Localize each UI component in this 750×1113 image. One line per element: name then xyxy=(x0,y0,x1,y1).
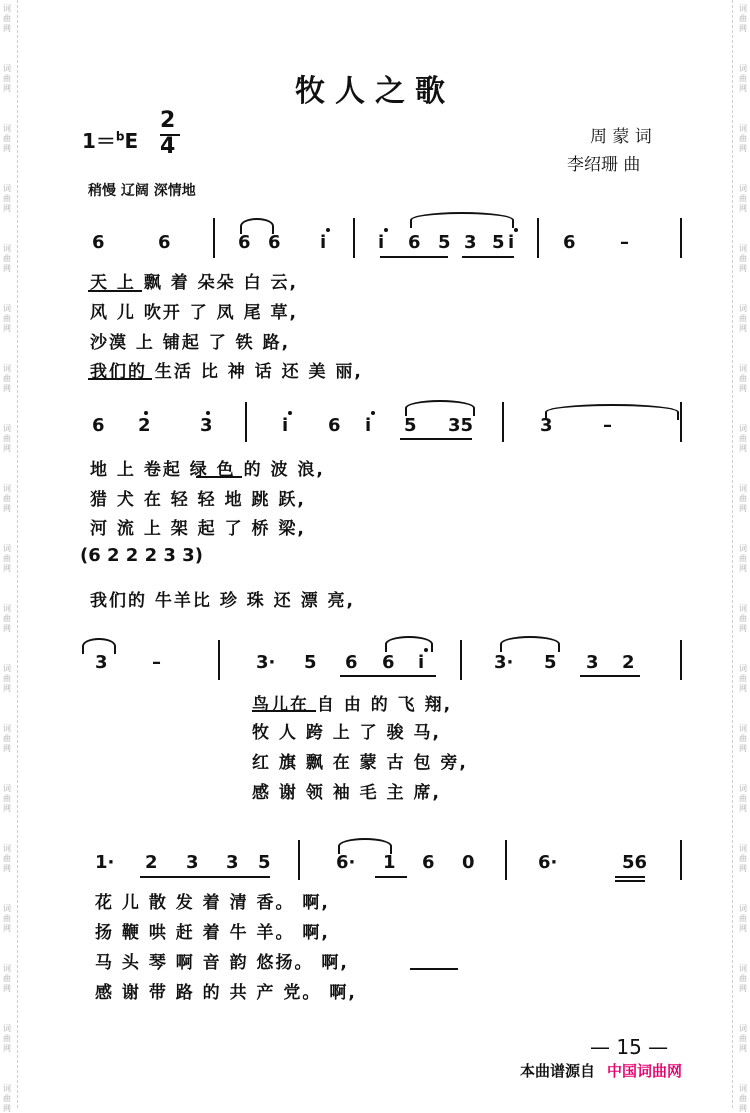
watermark-char: 曲 xyxy=(3,914,11,923)
note: 5 xyxy=(304,652,317,673)
watermark-char: 词 xyxy=(3,124,11,133)
watermark-char: 词 xyxy=(739,604,747,613)
watermark-char: 词 xyxy=(739,964,747,973)
watermark-char: 曲 xyxy=(3,194,11,203)
note: 6 xyxy=(422,852,435,873)
source-site: 中国词曲网 xyxy=(607,1062,683,1080)
watermark-char: 网 xyxy=(3,384,11,393)
watermark-char: 曲 xyxy=(739,1034,747,1043)
watermark-char: 曲 xyxy=(739,434,747,443)
watermark-char: 词 xyxy=(739,1024,747,1033)
watermark-char: 曲 xyxy=(3,434,11,443)
watermark-char: 曲 xyxy=(3,674,11,683)
watermark-char: 曲 xyxy=(739,854,747,863)
watermark-char: 网 xyxy=(739,1044,747,1053)
note: 5 xyxy=(404,415,417,436)
note: 56 xyxy=(622,852,648,873)
note: 5 xyxy=(258,852,271,873)
note: 6 xyxy=(92,415,105,436)
barline xyxy=(218,640,220,680)
tie xyxy=(410,212,514,228)
beam xyxy=(615,880,645,882)
lyric-underline xyxy=(410,968,458,970)
watermark-char: 网 xyxy=(739,444,747,453)
lyric-line: 河 流 上 架 起 了 桥 梁, xyxy=(90,519,306,539)
watermark-char: 词 xyxy=(3,4,11,13)
note: 6 xyxy=(92,232,105,253)
watermark-char: 词 xyxy=(3,64,11,73)
tie xyxy=(385,636,433,652)
octave-dot xyxy=(371,411,375,415)
watermark-char: 曲 xyxy=(3,14,11,23)
watermark-char: 曲 xyxy=(739,254,747,263)
note: 3 xyxy=(186,852,199,873)
lyric-line: 感 谢 领 袖 毛 主 席, xyxy=(252,783,441,803)
watermark-char: 词 xyxy=(739,364,747,373)
watermark-char: 词 xyxy=(3,304,11,313)
tie xyxy=(545,404,679,420)
note: 3· xyxy=(494,652,514,673)
watermark-char: 网 xyxy=(739,564,747,573)
watermark-char: 曲 xyxy=(3,314,11,323)
note: 6 xyxy=(408,232,421,253)
beam xyxy=(375,876,407,878)
watermark-char: 词 xyxy=(3,664,11,673)
watermark-char: 词 xyxy=(739,124,747,133)
barline xyxy=(680,218,682,258)
note: 5 xyxy=(492,232,505,253)
watermark-char: 曲 xyxy=(3,974,11,983)
note: 6 xyxy=(268,232,281,253)
note: – xyxy=(620,232,629,253)
watermark-char: 词 xyxy=(739,424,747,433)
lyric-line: 牧 人 跨 上 了 骏 马, xyxy=(252,723,441,743)
right-watermark-strip xyxy=(736,0,750,1113)
watermark-char: 网 xyxy=(739,924,747,933)
note: – xyxy=(152,652,161,673)
watermark-char: 网 xyxy=(739,684,747,693)
note: 5 xyxy=(544,652,557,673)
watermark-char: 词 xyxy=(3,184,11,193)
watermark-char: 网 xyxy=(739,624,747,633)
lyric-underline xyxy=(252,710,316,712)
lyric-line: 花 儿 散 发 着 清 香。 啊, xyxy=(95,893,330,913)
watermark-char: 网 xyxy=(3,1044,11,1053)
note: 35 xyxy=(448,415,474,436)
watermark-char: 网 xyxy=(3,504,11,513)
note: – xyxy=(603,415,612,436)
note: 6 xyxy=(382,652,395,673)
barline xyxy=(298,840,300,880)
barline xyxy=(353,218,355,258)
watermark-char: 词 xyxy=(739,904,747,913)
watermark-char: 网 xyxy=(739,864,747,873)
watermark-char: 网 xyxy=(3,564,11,573)
watermark-char: 曲 xyxy=(739,134,747,143)
watermark-char: 网 xyxy=(739,744,747,753)
note: 6· xyxy=(538,852,558,873)
note: 3 xyxy=(586,652,599,673)
watermark-char: 曲 xyxy=(3,134,11,143)
beam xyxy=(462,256,514,258)
watermark-char: 网 xyxy=(739,264,747,273)
watermark-char: 词 xyxy=(3,424,11,433)
note: i xyxy=(378,232,385,253)
watermark-char: 网 xyxy=(739,24,747,33)
note: 2 xyxy=(622,652,635,673)
watermark-char: 曲 xyxy=(739,374,747,383)
watermark-char: 网 xyxy=(3,264,11,273)
watermark-char: 词 xyxy=(739,184,747,193)
octave-dot xyxy=(144,411,148,415)
barline xyxy=(502,402,504,442)
watermark-char: 网 xyxy=(3,204,11,213)
watermark-char: 曲 xyxy=(739,1094,747,1103)
watermark-char: 词 xyxy=(739,844,747,853)
watermark-char: 网 xyxy=(739,204,747,213)
watermark-char: 词 xyxy=(3,904,11,913)
watermark-char: 词 xyxy=(739,784,747,793)
note: 6 xyxy=(238,232,251,253)
watermark-char: 曲 xyxy=(739,794,747,803)
watermark-char: 曲 xyxy=(739,914,747,923)
tempo-marking: 稍慢 辽阔 深情地 xyxy=(88,183,196,199)
watermark-char: 词 xyxy=(3,964,11,973)
note: 6 xyxy=(345,652,358,673)
watermark-char: 词 xyxy=(3,244,11,253)
watermark-char: 曲 xyxy=(739,14,747,23)
watermark-char: 词 xyxy=(3,724,11,733)
watermark-char: 网 xyxy=(3,924,11,933)
tie xyxy=(240,218,274,234)
watermark-char: 词 xyxy=(739,1084,747,1093)
watermark-char: 网 xyxy=(3,324,11,333)
tie xyxy=(338,838,392,854)
beam xyxy=(340,675,436,677)
composer-credit: 李绍珊 曲 xyxy=(567,155,641,175)
tie xyxy=(500,636,560,652)
beam xyxy=(380,256,448,258)
barline xyxy=(537,218,539,258)
barline xyxy=(245,402,247,442)
note: 3· xyxy=(256,652,276,673)
watermark-char: 词 xyxy=(739,4,747,13)
note: 3 xyxy=(226,852,239,873)
lyric-line: 我们的 生活 比 神 话 还 美 丽, xyxy=(90,362,363,382)
octave-dot xyxy=(514,228,518,232)
watermark-char: 曲 xyxy=(3,1094,11,1103)
watermark-char: 网 xyxy=(3,744,11,753)
watermark-char: 词 xyxy=(3,1084,11,1093)
note: 6· xyxy=(336,852,356,873)
watermark-char: 词 xyxy=(3,1024,11,1033)
octave-dot xyxy=(384,228,388,232)
note: i xyxy=(365,415,372,436)
note: 5 xyxy=(438,232,451,253)
watermark-char: 曲 xyxy=(3,854,11,863)
lyric-line: 猎 犬 在 轻 轻 地 跳 跃, xyxy=(90,490,306,510)
barline xyxy=(680,640,682,680)
lyric-line: 马 头 琴 啊 音 韵 悠扬。 啊, xyxy=(95,953,349,973)
watermark-char: 曲 xyxy=(3,1034,11,1043)
note: 6 xyxy=(328,415,341,436)
watermark-char: 曲 xyxy=(3,794,11,803)
note: i xyxy=(418,652,425,673)
watermark-char: 网 xyxy=(739,84,747,93)
lyric-underline xyxy=(88,378,152,380)
note: 0 xyxy=(462,852,475,873)
watermark-char: 曲 xyxy=(3,554,11,563)
beam xyxy=(580,675,640,677)
watermark-char: 网 xyxy=(3,24,11,33)
watermark-char: 曲 xyxy=(739,614,747,623)
lyric-underline xyxy=(196,476,242,478)
tie xyxy=(405,400,475,416)
watermark-char: 网 xyxy=(3,684,11,693)
watermark-char: 词 xyxy=(3,544,11,553)
watermark-char: 网 xyxy=(3,984,11,993)
page-number: — 15 — xyxy=(590,1035,669,1059)
barline xyxy=(680,402,682,442)
watermark-char: 词 xyxy=(739,544,747,553)
watermark-char: 词 xyxy=(3,484,11,493)
watermark-char: 词 xyxy=(739,724,747,733)
note: 1 xyxy=(383,852,396,873)
lyric-line: 地 上 卷起 绿 色 的 波 浪, xyxy=(90,460,325,480)
watermark-char: 曲 xyxy=(739,194,747,203)
watermark-char: 曲 xyxy=(3,74,11,83)
song-title: 牧人之歌 xyxy=(295,74,455,109)
watermark-char: 词 xyxy=(739,64,747,73)
note: 2 xyxy=(138,415,151,436)
key-signature: 1＝$^b$E xyxy=(82,129,139,153)
left-watermark-strip xyxy=(0,0,14,1113)
note: 3 xyxy=(200,415,213,436)
watermark-char: 网 xyxy=(739,984,747,993)
octave-dot xyxy=(206,411,210,415)
watermark-char: 曲 xyxy=(739,314,747,323)
barline xyxy=(505,840,507,880)
watermark-char: 词 xyxy=(3,784,11,793)
watermark-char: 词 xyxy=(3,364,11,373)
watermark-char: 词 xyxy=(739,244,747,253)
watermark-char: 曲 xyxy=(3,254,11,263)
watermark-char: 网 xyxy=(3,444,11,453)
lyricist-credit: 周 蒙 词 xyxy=(590,127,652,147)
lyric-line: 红 旗 飘 在 蒙 古 包 旁, xyxy=(252,753,468,773)
watermark-char: 网 xyxy=(3,804,11,813)
time-signature: 2 4 xyxy=(160,108,175,160)
watermark-char: 曲 xyxy=(739,554,747,563)
watermark-char: 曲 xyxy=(739,974,747,983)
octave-dot xyxy=(326,228,330,232)
watermark-char: 网 xyxy=(3,144,11,153)
lyric-line: 扬 鞭 哄 赶 着 牛 羊。 啊, xyxy=(95,923,330,943)
note: i xyxy=(320,232,327,253)
note: 6 xyxy=(158,232,171,253)
watermark-char: 网 xyxy=(739,1104,747,1113)
note: 3 xyxy=(540,415,553,436)
watermark-char: 网 xyxy=(739,384,747,393)
barline xyxy=(680,840,682,880)
note: 3 xyxy=(95,652,108,673)
watermark-char: 词 xyxy=(3,604,11,613)
lyric-line: 感 谢 带 路 的 共 产 党。 啊, xyxy=(95,983,357,1003)
watermark-char: 曲 xyxy=(3,614,11,623)
barline xyxy=(213,218,215,258)
beam xyxy=(400,438,472,440)
lyric-line: 鸟儿在 自 由 的 飞 翔, xyxy=(252,695,453,715)
note: 6 xyxy=(563,232,576,253)
watermark-char: 网 xyxy=(739,504,747,513)
octave-dot xyxy=(288,411,292,415)
source-credit: 本曲谱源自 中国词曲网 xyxy=(520,1062,683,1080)
lyric-line: 天 上 飘 着 朵朵 白 云, xyxy=(90,273,298,293)
lyric-line: 沙漠 上 铺起 了 铁 路, xyxy=(90,333,291,353)
note: i xyxy=(282,415,289,436)
lyric-line: 我们的 牛羊比 珍 珠 还 漂 亮, xyxy=(90,591,355,611)
watermark-char: 曲 xyxy=(3,374,11,383)
watermark-char: 曲 xyxy=(739,494,747,503)
watermark-char: 网 xyxy=(739,144,747,153)
watermark-char: 词 xyxy=(739,664,747,673)
watermark-char: 网 xyxy=(3,624,11,633)
beam xyxy=(140,876,270,878)
watermark-char: 曲 xyxy=(3,494,11,503)
note: 3 xyxy=(464,232,477,253)
tie xyxy=(82,638,116,654)
watermark-char: 网 xyxy=(3,864,11,873)
parenthetical-notes: (6 2 2 2 3 3) xyxy=(80,545,203,566)
watermark-char: 曲 xyxy=(739,74,747,83)
note: 1· xyxy=(95,852,115,873)
watermark-char: 网 xyxy=(739,324,747,333)
watermark-char: 曲 xyxy=(739,674,747,683)
beam xyxy=(615,876,645,878)
watermark-char: 曲 xyxy=(3,734,11,743)
lyric-underline xyxy=(88,290,142,292)
note: 2 xyxy=(145,852,158,873)
note: i xyxy=(508,232,515,253)
watermark-char: 词 xyxy=(3,844,11,853)
watermark-char: 网 xyxy=(3,84,11,93)
barline xyxy=(460,640,462,680)
watermark-char: 曲 xyxy=(739,734,747,743)
watermark-char: 网 xyxy=(3,1104,11,1113)
watermark-char: 词 xyxy=(739,484,747,493)
watermark-char: 网 xyxy=(739,804,747,813)
watermark-char: 词 xyxy=(739,304,747,313)
lyric-line: 风 儿 吹开 了 凤 尾 草, xyxy=(90,303,298,323)
